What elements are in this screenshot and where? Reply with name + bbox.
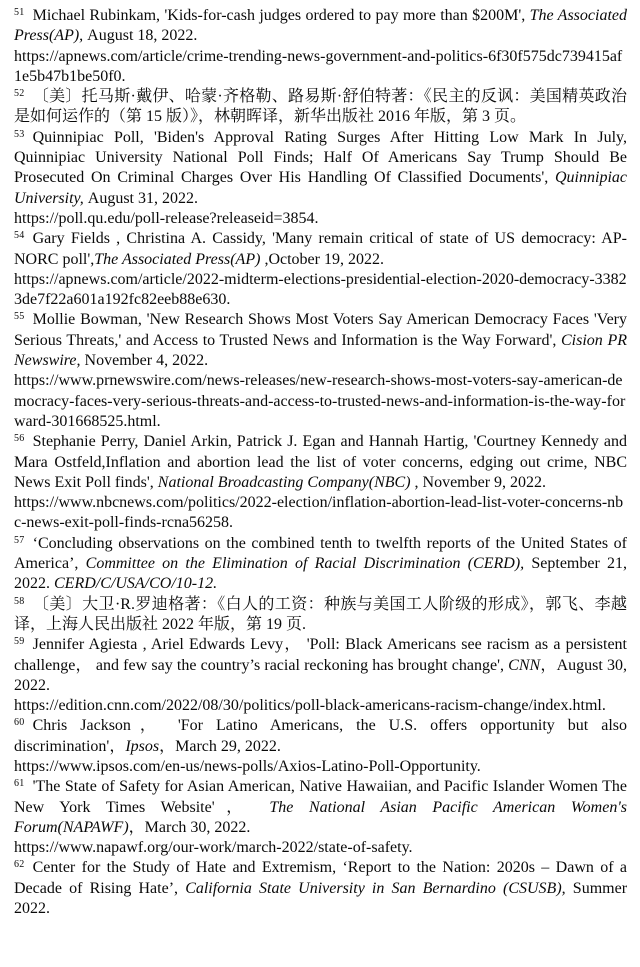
footnote-text: ，March 30, 2022. [128,818,251,836]
footnote-62 [14,858,627,919]
footnote-url: https://www.napawf.org/our-work/march-2022/state-of-safety. [14,839,413,857]
footnote-number: 56 [14,433,25,445]
footnote-52 [14,87,627,128]
footnote-number: 54 [14,230,25,242]
footnote-text: November 4, 2022. [84,352,209,370]
footnote-url: https://www.prnewswire.com/news-releases/new-research-shows-most-voters-say-american-democracy-faces-very-serious-threats-and-access-to-trusted-news-and-information-is-the-way-forward-301668525.html. [14,372,626,430]
footnote-text: The National Asian Pacific American Women's Forum(NAPAWF) [14,798,627,836]
footnote-text: ，March 29, 2022. [159,737,281,755]
footnote-57 [14,534,627,595]
footnote-text: September 21, 2022. [14,555,628,593]
footnote-url: https://www.nbcnews.com/politics/2022-election/inflation-abortion-lead-list-voter-concerns-nbc-news-exit-poll-finds-rcna56258. [14,494,624,532]
footnote-text: August 18, 2022. [87,27,198,45]
footnote-text: CNN [508,656,541,674]
footnote-text: Gary Fields , Christina A. Cassidy, 'Many remain critical of state of US democracy: AP-NORC poll', [14,230,627,268]
footnote-number: 51 [14,7,25,18]
footnote-text: National Broadcasting Company(NBC) [157,473,415,491]
footnote-text: Summer 2022. [14,879,628,918]
footnote-number: 55 [14,311,25,323]
footnote-51 [14,6,627,87]
footnote-text: CERD/C/USA/CO/10-12. [54,575,218,593]
footnote-number: 58 [14,595,25,607]
footnote-text: Ipsos [125,737,160,755]
footnote-text: Committee on the Elimination of Racial Discrimination (CERD), [85,555,532,573]
footnote-url: https://edition.cnn.com/2022/08/30/politics/poll-black-americans-racism-change/index.html. [14,697,606,715]
footnote-text: 'The State of Safety for Asian American, Native Hawaiian, and Pacific Islander Women The New York Times Website'， [14,778,627,816]
footnote-url: https://apnews.com/article/2022-midterm-elections-presidential-election-2020-democracy-33823de7f22a601a192fc82eeb88e630. [14,270,627,309]
footnote-text: The Associated Press(AP), [14,7,628,45]
footnote-text: , November 9, 2022. [414,473,547,491]
footnote-text: Quinnipiac University, [14,169,627,207]
footnote-text: August 31, 2022. [87,189,198,207]
footnote-number: 57 [14,534,25,546]
footnote-text: Michael Rubinkam, 'Kids-for-cash judges ordered to pay more than $200M', [32,7,530,24]
footnote-number: 52 [14,88,25,100]
footnote-list [14,6,627,919]
footnote-58 [14,595,627,636]
footnote-text: 〔美〕托马斯·戴伊、哈蒙·齐格勒、路易斯·舒伯特著：《民主的反讽：美国精英政治是如何运作的（第 15 版）》，林朝晖译，新华出版社 2016 年版，第 3 页。 [14,88,627,126]
footnote-text: ，August 30, 2022. [14,656,627,694]
footnote-59 [14,635,627,716]
footnote-56 [14,432,627,533]
footnote-55 [14,310,627,432]
footnote-text: ,October 19, 2022. [264,250,384,268]
footnote-text: California State University in San Bernardino (CSUSB), [185,879,573,897]
footnote-number: 61 [14,778,25,790]
footnote-text: Center for the Study of Hate and Extremism, ‘Report to the Nation: 2020s – Dawn of a Decade of Rising Hate’, [14,859,627,897]
footnote-text: 〔美〕大卫·R.罗迪格著：《白人的工资：种族与美国工人阶级的形成》，郭飞、李越译，上海人民出版社 2022 年版，第 19 页. [14,595,627,633]
footnote-text: Mollie Bowman, 'New Research Shows Most Voters Say American Democracy Faces 'Very Serious Threats,' and Access to Trusted News and Information is the Way Forward', [14,311,627,349]
footnote-text: Quinnipiac Poll, 'Biden's Approval Rating Surges After Hitting Low Mark In July, Quinnipiac University National Poll Finds; Half Of Americans Say Trump Should Be Prosecuted On Criminal Charges Over His Handling Of Classified Documents', [14,128,627,187]
footnote-number: 60 [14,717,25,729]
footnote-60 [14,716,627,777]
footnote-54 [14,229,627,310]
footnote-url: https://apnews.com/article/crime-trending-news-government-and-politics-6f30f575dc739415af1e5b47b1be50f0. [14,47,623,85]
footnote-number: 53 [14,128,25,140]
footnote-url: https://poll.qu.edu/poll-release?releaseid=3854. [14,209,319,227]
footnote-text: Cision PR Newswire, [14,331,627,370]
footnote-text: ‘Concluding observations on the combined tenth to twelfth reports of the United States of America’, [14,534,627,573]
footnote-53 [14,128,627,229]
footnote-text: Jennifer Agiesta , Ariel Edwards Levy， 'Poll: Black Americans see racism as a persistent challenge， and few say the country’s racial reckoning has brought change', [14,636,627,674]
footnote-text: The Associated Press(AP) [94,250,265,268]
footnote-number: 62 [14,859,25,871]
footnote-text: Chris Jackson， 'For Latino Americans, the U.S. offers opportunity but also discrimination'， [14,717,627,755]
footnote-text: Stephanie Perry, Daniel Arkin, Patrick J. Egan and Hannah Hartig, 'Courtney Kennedy and Mara Ostfeld,Inflation and abortion lead the list of voter concerns, edging out crime, NBC News Exit Poll finds', [14,433,627,491]
footnote-61 [14,777,627,858]
footnote-number: 59 [14,636,25,648]
footnote-url: https://www.ipsos.com/en-us/news-polls/Axios-Latino-Poll-Opportunity. [14,757,481,775]
